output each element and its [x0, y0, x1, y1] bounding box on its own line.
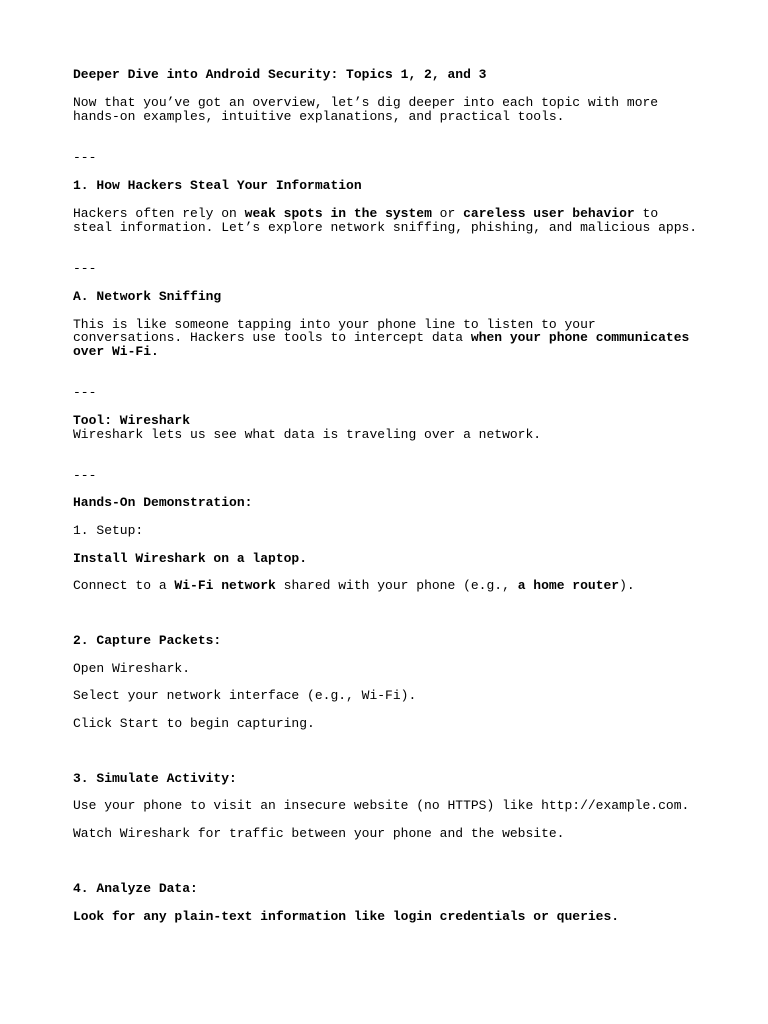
- separator: ---: [73, 468, 97, 483]
- separator: ---: [73, 385, 97, 400]
- capture-step: Select your network interface (e.g., Wi-Fi).: [73, 688, 417, 703]
- section-a-paragraph-line-3: over Wi-Fi.: [73, 344, 159, 359]
- section-a-paragraph-line-1: This is like someone tapping into your phone line to listen to your: [73, 317, 596, 332]
- simulate-step: Use your phone to visit an insecure website (no HTTPS) like http://example.com.: [73, 798, 690, 813]
- tool-description: Wireshark lets us see what data is traveling over a network.: [73, 427, 542, 442]
- analyze-label: 4. Analyze Data:: [73, 881, 198, 896]
- tool-heading: Tool: Wireshark: [73, 413, 191, 428]
- intro-line-2: hands-on examples, intuitive explanations, and practical tools.: [73, 109, 565, 124]
- separator: ---: [73, 150, 97, 165]
- simulate-step: Watch Wireshark for traffic between your phone and the website.: [73, 826, 565, 841]
- separator: ---: [73, 261, 97, 276]
- setup-install: Install Wireshark on a laptop.: [73, 551, 308, 566]
- capture-step: Open Wireshark.: [73, 661, 191, 676]
- capture-label: 2. Capture Packets:: [73, 633, 222, 648]
- section-1-paragraph-line-1: Hackers often rely on weak spots in the system or careless user behavior to: [73, 206, 659, 221]
- capture-step: Click Start to begin capturing.: [73, 716, 315, 731]
- simulate-label: 3. Simulate Activity:: [73, 771, 237, 786]
- document-title: Deeper Dive into Android Security: Topics 1, 2, and 3: [73, 67, 487, 82]
- setup-connect: Connect to a Wi-Fi network shared with your phone (e.g., a home router).: [73, 578, 635, 593]
- section-1-paragraph-line-2: steal information. Let’s explore network sniffing, phishing, and malicious apps.: [73, 220, 698, 235]
- demo-heading: Hands-On Demonstration:: [73, 495, 253, 510]
- analyze-text: Look for any plain-text information like login credentials or queries.: [73, 909, 620, 924]
- section-a-heading: A. Network Sniffing: [73, 289, 222, 304]
- setup-label: 1. Setup:: [73, 523, 144, 538]
- intro-line-1: Now that you’ve got an overview, let’s dig deeper into each topic with more: [73, 95, 659, 110]
- section-1-heading: 1. How Hackers Steal Your Information: [73, 178, 362, 193]
- section-a-paragraph-line-2: conversations. Hackers use tools to intercept data when your phone communicates: [73, 330, 690, 345]
